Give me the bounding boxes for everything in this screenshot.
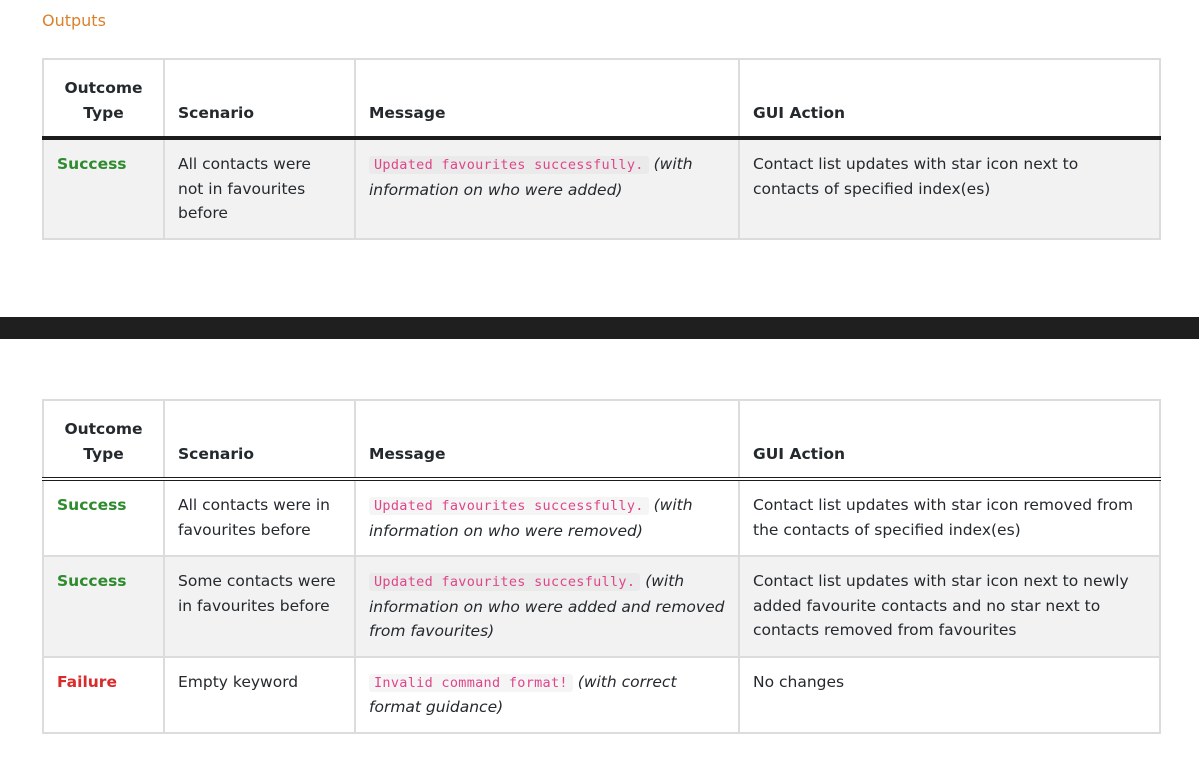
message-cell [355,138,739,239]
scenario-cell: Some contacts were in favourites before [164,556,355,657]
header-outcome-type: Outcome Type [43,59,164,138]
section-heading: Outputs [42,11,106,30]
outcome-type-cell: Success [43,556,164,657]
outcome-type-cell: Success [43,138,164,239]
outcome-type-cell: Failure [43,657,164,733]
table-header-row [43,400,1160,479]
message-note: (with information on who were added and removed from favourites) [369,572,725,640]
header-scenario: Scenario [164,59,355,138]
header-outcome-type: Outcome Type [43,400,164,479]
table-row [43,138,1160,239]
message-code: Updated favourites successfully. [369,156,649,174]
message-cell [355,657,739,733]
message-code: Updated favourites successfully. [369,497,649,515]
message-cell [355,556,739,657]
header-gui-action: GUI Action [739,59,1160,138]
outcome-type-cell: Success [43,479,164,556]
header-gui-action: GUI Action [739,400,1160,479]
table-row [43,556,1160,657]
scenario-cell: Empty keyword [164,657,355,733]
message-cell [355,479,739,556]
scenario-cell: All contacts were not in favourites before [164,138,355,239]
message-code: Updated favourites succesfully. [369,573,640,591]
header-message: Message [355,400,739,479]
message-note: (with information on who were removed) [369,496,693,540]
outputs-table-2 [42,399,1161,734]
scenario-cell: All contacts were in favourites before [164,479,355,556]
message-note: (with information on who were added) [369,155,693,199]
outputs-table-1 [42,58,1161,240]
table-header-row [43,59,1160,138]
gui-action-cell: Contact list updates with star icon next to newly added favourite contacts and no star next to contacts removed from favourites [739,556,1160,657]
message-note: (with correct format guidance) [369,672,677,716]
gui-action-cell: No changes [739,657,1160,733]
table-row [43,479,1160,556]
message-code: Invalid command format! [369,674,573,692]
divider-bar [0,317,1199,339]
gui-action-cell: Contact list updates with star icon next to contacts of specified index(es) [739,138,1160,239]
header-message: Message [355,59,739,138]
table-row [43,657,1160,733]
gui-action-cell: Contact list updates with star icon removed from the contacts of specified index(es) [739,479,1160,556]
header-scenario: Scenario [164,400,355,479]
